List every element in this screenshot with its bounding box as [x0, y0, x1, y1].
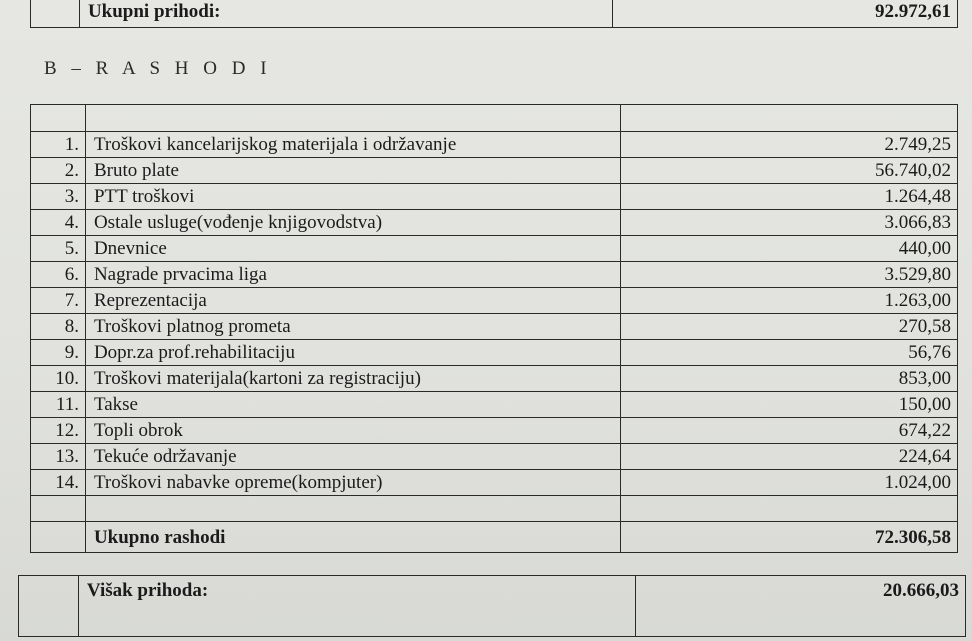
table-header-row	[31, 105, 958, 132]
row-amount: 440,00	[621, 236, 958, 262]
row-description: Reprezentacija	[85, 288, 620, 314]
surplus-label: Višak prihoda:	[78, 576, 635, 637]
table-row	[31, 366, 958, 392]
surplus-blank-cell	[19, 576, 79, 637]
row-number: 2.	[31, 158, 86, 184]
row-number: 3.	[31, 184, 86, 210]
table-row	[31, 470, 958, 496]
table-row	[31, 210, 958, 236]
row-amount: 1.024,00	[621, 470, 958, 496]
income-total-table	[30, 0, 958, 28]
table-row	[31, 262, 958, 288]
row-amount: 56.740,02	[621, 158, 958, 184]
table-row	[31, 314, 958, 340]
row-description: Bruto plate	[85, 158, 620, 184]
income-total-label: Ukupni prihodi:	[79, 0, 612, 28]
expense-total-blank-cell	[31, 522, 86, 553]
header-cell-desc	[85, 105, 620, 132]
row-number: 5.	[31, 236, 86, 262]
header-cell-no	[31, 105, 86, 132]
surplus-table	[18, 575, 966, 637]
income-total-row	[31, 0, 958, 28]
expense-total-row	[31, 522, 958, 553]
row-amount: 224,64	[621, 444, 958, 470]
row-amount: 674,22	[621, 418, 958, 444]
row-number: 1.	[31, 132, 86, 158]
row-description: Troškovi materijala(kartoni za registraciju)	[85, 366, 620, 392]
row-number: 8.	[31, 314, 86, 340]
row-amount: 270,58	[621, 314, 958, 340]
blank-cell	[85, 496, 620, 522]
row-number: 4.	[31, 210, 86, 236]
row-amount: 1.264,48	[621, 184, 958, 210]
row-description: Nagrade prvacima liga	[85, 262, 620, 288]
table-row	[31, 392, 958, 418]
row-number: 6.	[31, 262, 86, 288]
row-amount: 853,00	[621, 366, 958, 392]
table-row	[31, 236, 958, 262]
table-row	[31, 132, 958, 158]
expense-total-label: Ukupno rashodi	[85, 522, 620, 553]
surplus-row	[19, 576, 966, 637]
table-row	[31, 340, 958, 366]
table-row	[31, 158, 958, 184]
row-description: PTT troškovi	[85, 184, 620, 210]
income-total-value: 92.972,61	[613, 0, 958, 28]
row-description: Tekuće održavanje	[85, 444, 620, 470]
section-title: B – R A S H O D I	[44, 58, 272, 79]
row-description: Topli obrok	[85, 418, 620, 444]
row-number: 11.	[31, 392, 86, 418]
row-description: Troškovi kancelarijskog materijala i održavanje	[85, 132, 620, 158]
row-description: Ostale usluge(vođenje knjigovodstva)	[85, 210, 620, 236]
row-number: 9.	[31, 340, 86, 366]
row-number: 7.	[31, 288, 86, 314]
row-description: Dopr.za prof.rehabilitaciju	[85, 340, 620, 366]
row-description: Dnevnice	[85, 236, 620, 262]
blank-row	[31, 496, 958, 522]
row-amount: 1.263,00	[621, 288, 958, 314]
expenses-table	[30, 104, 958, 553]
row-amount: 3.529,80	[621, 262, 958, 288]
blank-cell	[621, 496, 958, 522]
row-description: Takse	[85, 392, 620, 418]
header-cell-amount	[621, 105, 958, 132]
blank-cell	[31, 496, 86, 522]
surplus-value: 20.666,03	[636, 576, 966, 637]
table-row	[31, 418, 958, 444]
row-number: 10.	[31, 366, 86, 392]
row-amount: 3.066,83	[621, 210, 958, 236]
row-amount: 150,00	[621, 392, 958, 418]
income-total-blank-cell	[31, 0, 80, 28]
row-number: 13.	[31, 444, 86, 470]
expense-total-value: 72.306,58	[621, 522, 958, 553]
table-row	[31, 444, 958, 470]
row-description: Troškovi platnog prometa	[85, 314, 620, 340]
row-number: 14.	[31, 470, 86, 496]
row-description: Troškovi nabavke opreme(kompjuter)	[85, 470, 620, 496]
table-row	[31, 288, 958, 314]
row-amount: 56,76	[621, 340, 958, 366]
row-amount: 2.749,25	[621, 132, 958, 158]
table-row	[31, 184, 958, 210]
row-number: 12.	[31, 418, 86, 444]
